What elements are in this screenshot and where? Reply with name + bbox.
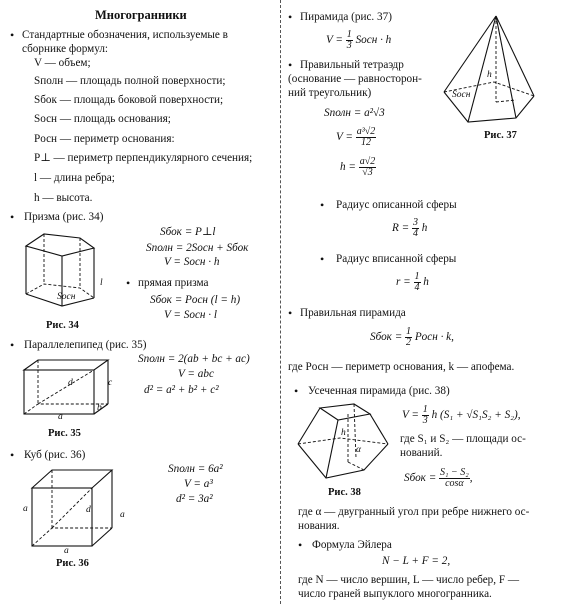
- fig-36-caption: Рис. 36: [56, 558, 89, 569]
- prism-label-edge: l: [100, 278, 103, 288]
- parallelepiped-label-d: d: [68, 378, 73, 388]
- euler-note-2: число граней выпуклого многогранника.: [298, 588, 492, 600]
- intro-line-1: Стандартные обозначения, используемые в: [22, 29, 228, 41]
- bullet: •: [288, 58, 293, 72]
- cube-heading: Куб (рис. 36): [24, 449, 86, 461]
- def-base-area: Sосн — площадь основания;: [34, 113, 171, 125]
- bullet: •: [126, 276, 131, 290]
- pyramid-label-h: h: [487, 70, 492, 80]
- truncated-note-1: где α — двугранный угол при ребре нижнего ос-: [298, 506, 530, 518]
- truncated-figure: [296, 400, 392, 484]
- def-height: h — высота.: [34, 192, 93, 204]
- truncated-side-area-formula: Sбок = $\frac{\text{S₁ − S₂}}{\cos\alpha}$ ,: [404, 467, 473, 489]
- parallelepiped-figure: [22, 356, 112, 426]
- prism-formula-3: V = Sосн · h: [164, 256, 220, 268]
- def-edge: l — длина ребра;: [34, 172, 115, 184]
- parallelepiped-formula-3: d² = a² + b² + c²: [144, 384, 219, 396]
- truncated-note-2: нования.: [298, 520, 340, 532]
- cube-label-a-bottom: a: [64, 546, 69, 556]
- truncated-where-2: нований.: [400, 447, 443, 459]
- cube-formula-1: Sполн = 6a²: [168, 463, 223, 475]
- insphere-formula: r = $\frac{1}{4}$ h: [396, 271, 429, 293]
- bullet: •: [298, 538, 303, 552]
- prism-formula-2: Sполн = 2Sосн + Sбок: [146, 242, 249, 254]
- def-perp-perimeter: P⊥ — периметр перпендикулярного сечения;: [34, 152, 253, 164]
- parallelepiped-label-c: c: [108, 378, 113, 388]
- def-side-area: Sбок — площадь боковой поверхности;: [34, 94, 224, 106]
- circumsphere-formula: R = $\frac{3}{4}$ h: [392, 217, 428, 239]
- def-base-perimeter: Pосн — периметр основания:: [34, 133, 175, 145]
- bullet: •: [294, 384, 299, 398]
- fig-37-caption: Рис. 37: [484, 130, 517, 141]
- cube-label-a-left: a: [23, 504, 28, 514]
- circumsphere-heading: Радиус описанной сферы: [336, 199, 457, 211]
- tetra-formula-height: h = $\frac{a√2}{√3}$: [340, 156, 376, 178]
- right-prism-heading: прямая призма: [138, 277, 209, 289]
- cube-label-a-side: a: [120, 510, 125, 520]
- cube-label-d: d: [86, 505, 91, 515]
- truncated-volume-formula: V = $\frac{1}{3}$ h (S₁ + √S₁S₂ + S₂),: [402, 404, 521, 426]
- prism-heading: Призма (рис. 34): [24, 211, 104, 223]
- tetra-formula-volume: V = $\frac{\text{a³√2}}{12}$: [336, 126, 376, 148]
- euler-heading: Формула Эйлера: [312, 539, 392, 551]
- intro-line-2: сборнике формул:: [22, 43, 109, 55]
- parallelepiped-heading: Параллелепипед (рис. 35): [24, 339, 147, 351]
- cube-formula-2: V = a³: [184, 478, 213, 490]
- parallelepiped-label-b: b: [97, 403, 102, 413]
- insphere-heading: Радиус вписанной сферы: [336, 253, 457, 265]
- regular-pyramid-note: где Pосн — периметр основания, k — апофема.: [288, 361, 515, 373]
- bullet: •: [288, 10, 293, 24]
- tetra-line-3: ний треугольник): [288, 87, 372, 99]
- pyramid-label-base: Sосн: [452, 90, 471, 100]
- fig-34-caption: Рис. 34: [46, 320, 79, 331]
- parallelepiped-label-a: a: [58, 412, 63, 422]
- truncated-where-1: где S₁ и S₂ — площади ос-: [400, 433, 526, 445]
- fig-38-caption: Рис. 38: [328, 487, 361, 498]
- prism-label-base: Sосн: [57, 292, 76, 302]
- bullet: •: [320, 252, 325, 266]
- regular-pyramid-heading: Правильная пирамида: [300, 307, 406, 319]
- fig-35-caption: Рис. 35: [48, 428, 81, 439]
- truncated-label-alpha: α: [356, 445, 361, 455]
- def-volume: V — объем;: [34, 57, 91, 69]
- bullet: •: [288, 306, 293, 320]
- euler-note-1: где N — число вершин, L — число ребер, F —: [298, 574, 520, 586]
- pyramid-heading: Пирамида (рис. 37): [300, 11, 392, 23]
- bullet: •: [320, 198, 325, 212]
- bullet: •: [10, 338, 15, 352]
- bullet: •: [10, 210, 15, 224]
- bullet: •: [10, 448, 15, 462]
- euler-formula: N − L + F = 2,: [382, 555, 451, 567]
- tetra-formula-area: Sполн = a²√3: [324, 107, 385, 119]
- pyramid-formula: V = $\frac{1}{3}$ Sосн · h: [326, 29, 392, 51]
- column-divider: [280, 0, 281, 604]
- regular-pyramid-formula: Sбок = $\frac{1}{2}$ Pосн · k,: [370, 326, 454, 348]
- bullet: •: [10, 28, 15, 42]
- def-full-area: Sполн — площадь полной поверхности;: [34, 75, 226, 87]
- cube-figure: [30, 468, 120, 548]
- page-title: Многогранники: [95, 8, 187, 22]
- truncated-heading: Усеченная пирамида (рис. 38): [308, 385, 450, 397]
- tetra-line-2: (основание — равносторон-: [288, 73, 422, 85]
- truncated-label-h: h: [341, 428, 346, 438]
- cube-formula-3: d² = 3a²: [176, 493, 213, 505]
- parallelepiped-formula-1: Sполн = 2(ab + bc + ac): [138, 353, 250, 365]
- prism-formula-1: Sбок = P⊥l: [160, 226, 216, 238]
- tetra-line-1: Правильный тетраэдр: [300, 59, 404, 71]
- right-prism-formula-1: Sбок = Pосн (l = h): [150, 294, 241, 306]
- right-prism-formula-2: V = Sосн · l: [164, 309, 217, 321]
- prism-figure: [22, 226, 118, 316]
- parallelepiped-formula-2: V = abc: [178, 368, 214, 380]
